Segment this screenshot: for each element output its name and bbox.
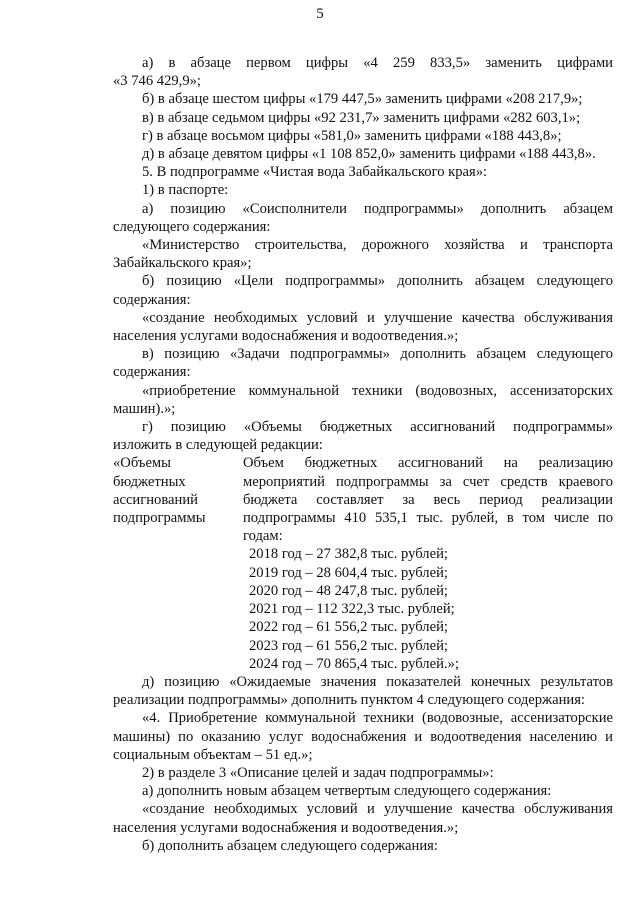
paragraph-line: изложить в следующей редакции: [113,437,323,454]
table-label-line: бюджетных [113,473,186,490]
quote-line: «4. Приобретение коммунальной техники (водовозные, ассенизаторские [142,710,613,727]
paragraph-line: содержания: [113,291,191,308]
quote-line: «приобретение коммунальной техники (водовозных, ассенизаторских [142,382,613,399]
quote-line: населения услугами водоснабжения и водоотведения.»; [113,819,459,836]
paragraph-line: б) позицию «Цели подпрограммы» дополнить абзацем следующего [142,273,613,290]
year-item: 2018 год – 27 382,8 тыс. рублей; [249,546,448,563]
quote-line: «создание необходимых условий и улучшение качества обслуживания [142,801,613,818]
paragraph-line: а) дополнить новым абзацем четвертым следующего содержания: [142,783,552,800]
year-item: 2021 год – 112 322,3 тыс. рублей; [249,601,455,618]
paragraph-line: г) в абзаце восьмом цифры «581,0» заменить цифрами «188 443,8»; [142,127,562,144]
paragraph-line: «3 746 429,9»; [113,73,201,90]
paragraph-line: следующего содержания: [113,218,271,235]
table-value-line: бюджета составляет за весь период реализации [243,491,613,508]
table-label-cell [113,454,243,672]
year-item: 2024 год – 70 865,4 тыс. рублей.»; [249,655,459,672]
year-item: 2020 год – 48 247,8 тыс. рублей; [249,582,448,599]
table-label-line: подпрограммы [113,510,206,527]
table-value-line: Объем бюджетных ассигнований на реализацию [243,455,613,472]
paragraph-line: а) позицию «Соисполнители подпрограммы» дополнить абзацем [142,200,613,217]
section-heading: 5. В подпрограмме «Чистая вода Забайкальского края»: [142,164,488,181]
page-number: 5 [316,6,324,22]
budget-table [113,454,613,672]
paragraph-line: 1) в паспорте: [142,182,229,199]
paragraph-line: в) позицию «Задачи подпрограммы» дополнить абзацем следующего [142,346,613,363]
paragraph-line: б) в абзаце шестом цифры «179 447,5» заменить цифрами «208 217,9»; [142,91,583,108]
table-label-line: ассигнований [113,491,198,508]
paragraph-line: д) в абзаце девятом цифры «1 108 852,0» заменить цифрами «188 443,8». [142,146,596,163]
paragraph-line: б) дополнить абзацем следующего содержания: [142,837,438,854]
quote-line: Забайкальского края»; [113,255,252,272]
table-value-line: подпрограммы 410 535,1 тыс. рублей, в том числе по [243,510,613,527]
quote-line: социальным объектам – 51 ед.»; [113,746,313,763]
table-value-cell [243,454,613,672]
year-list [243,545,613,672]
quote-line: «создание необходимых условий и улучшение качества обслуживания [142,309,613,326]
table-label-line: «Объемы [113,455,171,472]
year-item: 2023 год – 61 556,2 тыс. рублей; [249,637,448,654]
document-body [113,54,613,855]
paragraph-line: г) позицию «Объемы бюджетных ассигнований подпрограммы» [142,419,613,436]
paragraph-line: реализации подпрограммы» дополнить пунктом 4 следующего содержания: [113,692,585,709]
quote-line: машин).»; [113,400,176,417]
year-item: 2022 год – 61 556,2 тыс. рублей; [249,619,448,636]
section-heading: 2) в разделе 3 «Описание целей и задач подпрограммы»: [142,764,494,781]
paragraph-line: содержания: [113,364,191,381]
table-value-line: мероприятий подпрограммы за счет средств краевого [243,473,613,490]
table-value-line: годам: [243,528,283,545]
paragraph-line: д) позицию «Ожидаемые значения показателей конечных результатов [142,673,613,690]
paragraph-line: а) в абзаце первом цифры «4 259 833,5» заменить цифрами [142,55,613,71]
quote-line: машины) по оказанию услуг водоснабжения и водоотведения населению и [113,728,613,745]
quote-line: населения услугами водоснабжения и водоотведения.»; [113,328,459,345]
paragraph-line: в) в абзаце седьмом цифры «92 231,7» заменить цифрами «282 603,1»; [142,109,581,126]
year-item: 2019 год – 28 604,4 тыс. рублей; [249,564,448,581]
quote-line: «Министерство строительства, дорожного хозяйства и транспорта [142,237,613,254]
